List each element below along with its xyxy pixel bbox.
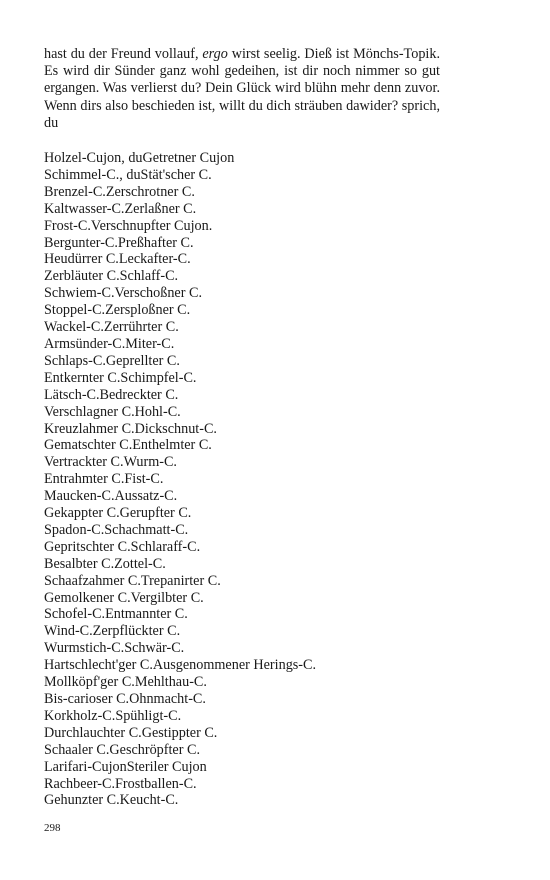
list-item: Gehunzter C.Keucht-C. bbox=[44, 792, 179, 809]
list-item: Schlaps-C.Geprellter C. bbox=[44, 352, 180, 369]
list-item: Schaaler C.Geschröpfter C. bbox=[44, 741, 201, 758]
list-item: Gemolkener C.Vergilbter C. bbox=[44, 589, 204, 606]
page-number: 298 bbox=[44, 822, 61, 834]
list-item: Heudürrer C.Leckafter-C. bbox=[44, 251, 191, 268]
paragraph-text-start: hast du der Freund vollauf, bbox=[44, 46, 203, 62]
list-item: Rachbeer-C.Frostballen-C. bbox=[44, 775, 197, 792]
list-item: Entrahmter C.Fist-C. bbox=[44, 471, 164, 488]
list-item: Gematschter C.Enthelmter C. bbox=[44, 437, 212, 454]
list-item: Schimmel-C., duStät'scher C. bbox=[44, 166, 212, 183]
list-item: Gepritschter C.Schlaraff-C. bbox=[44, 538, 201, 555]
list-item: Besalbter C.Zottel-C. bbox=[44, 555, 166, 572]
list-item: Stoppel-C.Zersploßner C. bbox=[44, 302, 191, 319]
body-paragraph bbox=[44, 46, 440, 132]
list-item: Maucken-C.Aussatz-C. bbox=[44, 488, 178, 505]
insult-list bbox=[44, 150, 440, 809]
list-item: Wurmstich-C.Schwär-C. bbox=[44, 640, 185, 657]
list-item: Korkholz-C.Spühligt-C. bbox=[44, 707, 182, 724]
list-item: Wackel-C.Zerrührter C. bbox=[44, 319, 179, 336]
list-item: Holzel-Cujon, duGetretner Cujon bbox=[44, 150, 235, 167]
list-item: Lätsch-C.Bedreckter C. bbox=[44, 386, 179, 403]
list-item: Brenzel-C.Zerschrotner C. bbox=[44, 183, 195, 200]
list-item: Kreuzlahmer C.Dickschnut-C. bbox=[44, 420, 217, 437]
list-item: Bergunter-C.Preßhafter C. bbox=[44, 234, 194, 251]
list-item: Zerbläuter C.Schlaff-C. bbox=[44, 268, 179, 285]
list-item: Armsünder-C.Miter-C. bbox=[44, 335, 175, 352]
list-item: Kaltwasser-C.Zerlaßner C. bbox=[44, 200, 197, 217]
list-item: Verschlagner C.Hohl-C. bbox=[44, 403, 181, 420]
list-item: Larifari-CujonSteriler Cujon bbox=[44, 758, 207, 775]
list-item: Spadon-C.Schachmatt-C. bbox=[44, 521, 189, 538]
paragraph-emphasis: ergo bbox=[202, 46, 228, 62]
list-item: Wind-C.Zerpflückter C. bbox=[44, 623, 181, 640]
list-item: Bis-carioser C.Ohnmacht-C. bbox=[44, 691, 206, 708]
list-item: Durchlauchter C.Gestippter C. bbox=[44, 724, 218, 741]
page-body bbox=[44, 46, 440, 809]
list-item: Hartschlecht'ger C.Ausgenommener Herings-C. bbox=[44, 657, 317, 674]
list-item: Entkernter C.Schimpfel-C. bbox=[44, 369, 197, 386]
list-item: Schaafzahmer C.Trepanirter C. bbox=[44, 572, 221, 589]
list-item: Schofel-C.Entmannter C. bbox=[44, 606, 188, 623]
list-item: Vertrackter C.Wurm-C. bbox=[44, 454, 177, 471]
list-item: Gekappter C.Gerupfter C. bbox=[44, 505, 192, 522]
list-item: Mollköpf'ger C.Mehlthau-C. bbox=[44, 674, 207, 691]
list-item: Frost-C.Verschnupfter Cujon. bbox=[44, 217, 213, 234]
paragraph-text-end: wirst seelig. Dieß ist Mönchs-Topik. Es wird dir Sünder ganz wohl gedeihen, ist dir noch nimmer so gut ergangen. Was verlierst du? Dein Glück wird blühn mehr denn zuvor. Wenn dirs also beschieden ist, willt du dich sträuben dawider? sprich, du bbox=[44, 46, 440, 131]
list-item: Schwiem-C.Verschoßner C. bbox=[44, 285, 203, 302]
